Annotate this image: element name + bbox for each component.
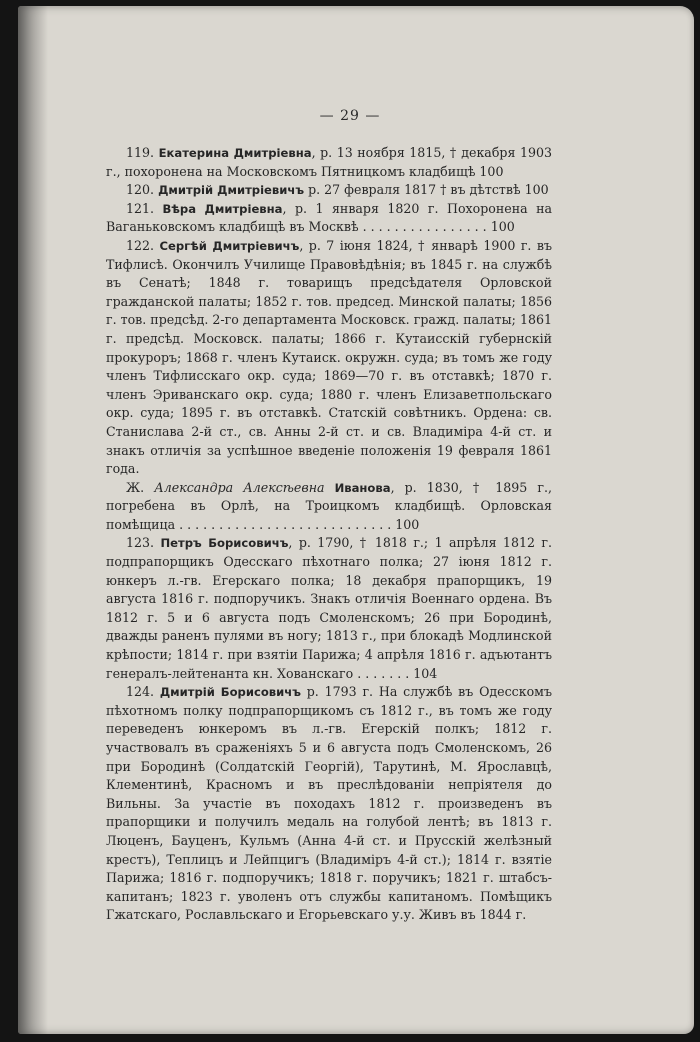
entry-name: Иванова <box>334 480 391 495</box>
entry-122 <box>106 237 552 479</box>
entry-text: , р. 7 іюня 1824, † январѣ 1900 г. въ Тифлисѣ. Окончилъ Училище Правовѣдѣнія; въ 1845 г. на службѣ въ Сенатѣ; 1848 г. товарищъ предсѣдателя Орловской гражданской палаты; 1852 г. тов. председ. Минской палаты; 1856 г. тов. предсѣд. 2-го департамента Московск. гражд. палаты; 1861 г. предсѣд. Московск. палаты; 1866 г. Кутаисскій губернскій прокуроръ; 1868 г. членъ Кутаиск. окружн. суда; въ томъ же году членъ Тифлисскаго окр. суда; 1869—70 г. въ отставкѣ; 1870 г. членъ Эриванскаго окр. суда; 1880 г. членъ Елизаветпольскаго окр. суда; 1895 г. въ отставкѣ. Статскій совѣтникъ. Ордена: св. Станислава 2-й ст., св. Анны 2-й ст. и св. Владиміра 4-й ст. и знакъ отличія за успѣшное введеніе положенія 19 февраля 1861 года. <box>106 237 552 477</box>
entry-text: , р. 1 января 1820 г. Похоронена на Ваганьковскомъ кладбищѣ въ Москвѣ . . . . . . . . . . . . . . . . 100 <box>106 200 552 235</box>
entry-name: Сергѣй Дмитріевичъ <box>159 238 300 253</box>
entry-119 <box>106 144 552 181</box>
entry-name: Дмитрій Борисовичъ <box>159 685 301 700</box>
entry-124 <box>106 683 552 925</box>
entry-number: 124. <box>126 684 155 700</box>
entry-number: 120. <box>126 182 155 198</box>
entry-number: 122. <box>126 237 155 253</box>
page-number: — 29 — <box>319 108 381 124</box>
entry-name: Дмитрій Дмитріевичъ <box>158 183 305 198</box>
entry-wife <box>106 479 552 535</box>
entry-121 <box>106 200 552 237</box>
page-spine-shadow <box>18 6 48 1034</box>
wife-given-name: Александра Алексѣевна <box>154 479 325 495</box>
entry-number: 123. <box>126 535 155 551</box>
entry-text: , р. 1830, † 1895 г., погребена въ Орлѣ, на Троицкомъ кладбищѣ. Орловская помѣщица . . . . . . . . . . . . . . . . . . . . . . . . . . . 100 <box>106 479 552 532</box>
entry-text: р. 27 февраля 1817 † въ дѣтствѣ 100 <box>304 182 549 198</box>
entry-text: , р. 1790, † 1818 г.; 1 апрѣля 1812 г. подпрапорщикъ Одесскаго пѣхотнаго полка; 27 іюня 1812 г. юнкеръ л.-гв. Егерскаго полка; 18 декабря прапорщикъ, 19 августа 1816 г. подпоручикъ. Знакъ отличія Военнаго ордена. Въ 1812 г. 5 и 6 августа подъ Смоленскомъ; 26 при Бородинѣ, дважды раненъ пулями въ ногу; 1813 г., при блокадѣ Модлинской крѣпости; 1814 г. при взятіи Парижа; 4 апрѣля 1816 г. адъютантъ генералъ-лейтенанта кн. Хованскаго . . . . . . . 104 <box>106 535 552 681</box>
entry-name: Петръ Борисовичъ <box>160 536 289 551</box>
entry-120 <box>106 181 552 200</box>
entry-123 <box>106 534 552 683</box>
entry-number: 119. <box>126 145 155 160</box>
entry-number: 121. <box>126 200 155 216</box>
entry-text: р. 1793 г. На службѣ въ Одесскомъ пѣхотномъ полку подпрапорщикомъ съ 1812 г., въ томъ же году переведенъ юнкеромъ въ л.-гв. Егерскій полкъ; 1812 г. участвовалъ въ сраженіяхъ 5 и 6 августа подъ Смоленскомъ, 26 при Бородинѣ (Солдатскій Георгій), Тарутинѣ, М. Ярославцѣ, Клементинѣ, Красномъ и въ преслѣдованіи непріятеля до Вильны. За участіе въ походахъ 1812 г. произведенъ въ прапорщики и получилъ медаль на голубой лентѣ; въ 1813 г. Люценъ, Бауценъ, Кульмъ (Анна 4-й ст. и Прусскій желѣзный крестъ), Теплицъ и Лейпцигъ (Владиміръ 4-й ст.); 1814 г. взятіе Парижа; 1816 г. подпоручикъ; 1818 г. поручикъ; 1821 г. штабсъ-капитанъ; 1823 г. уволенъ отъ службы капитаномъ. Помѣщикъ Гжатскаго, Рославльскаго и Егорьевскаго у.у. Живъ въ 1844 г. <box>106 684 552 923</box>
entry-text: , р. 13 ноября 1815, † декабря 1903 г., похоронена на Московскомъ Пятницкомъ кладбищѣ 100 <box>106 145 552 179</box>
page-body <box>106 144 552 925</box>
entry-name: Вѣра Дмитріевна <box>162 201 283 216</box>
entry-number: Ж. <box>126 479 145 495</box>
entry-name: Екатерина Дмитріевна <box>158 146 312 160</box>
